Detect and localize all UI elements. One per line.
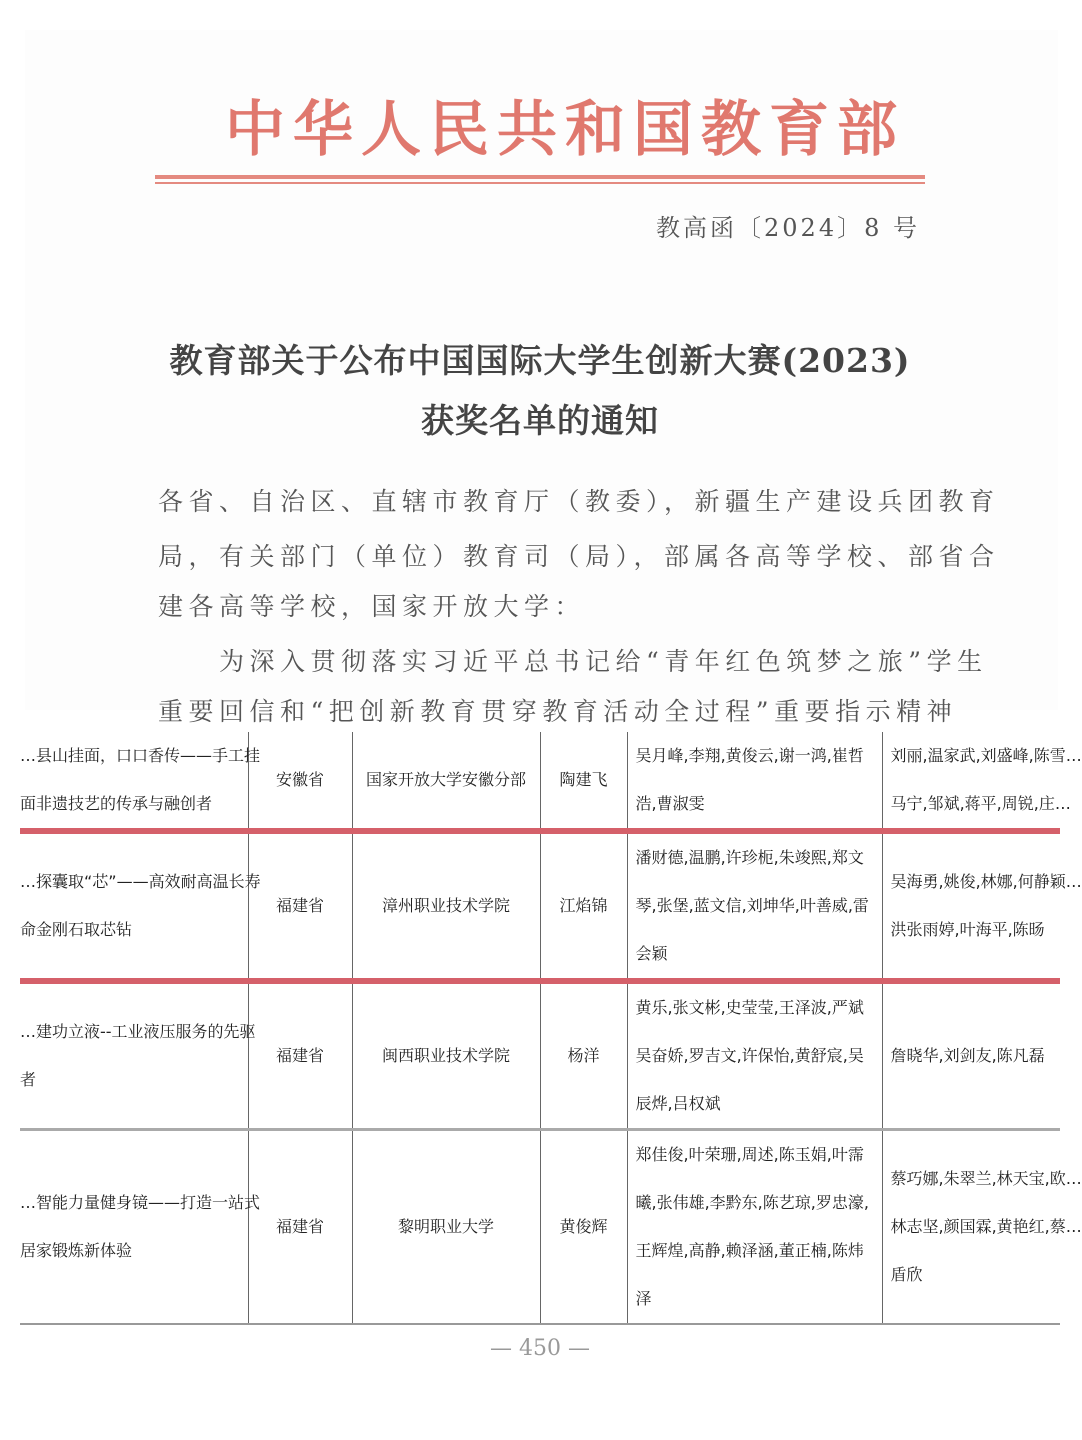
- advisors-cell: [882, 831, 1082, 981]
- table-row: [20, 831, 1060, 981]
- members-cell: [627, 981, 882, 1130]
- members-cell: [627, 831, 882, 981]
- school-cell: 国家开放大学安徽分部: [352, 732, 540, 831]
- members-cell: [627, 1130, 882, 1325]
- members-cell-line: 辰烨,吕权斌: [635, 1094, 721, 1113]
- header-rule: [155, 175, 925, 179]
- advisors-cell-line: 吴海勇,姚俊,林娜,何静颖…: [890, 872, 1082, 891]
- members-cell-line: 浩,曹淑雯: [635, 794, 705, 813]
- members-cell-line: 会颖: [635, 944, 668, 963]
- leader-cell: 黄俊辉: [540, 1130, 627, 1325]
- project-cell-line: 命金刚石取芯钻: [20, 920, 133, 939]
- project-cell: [20, 1130, 261, 1325]
- body-line: 各省、自治区、直辖市教育厅（教委），新疆生产建设兵团教育: [158, 487, 1000, 516]
- project-cell: [20, 732, 261, 831]
- members-cell-line: 泽: [635, 1289, 652, 1308]
- members-cell-line: 琴,张堡,蓝文信,刘坤华,叶善威,雷: [635, 896, 869, 915]
- advisors-cell-line: 马宁,邹斌,蒋平,周锐,庄…: [890, 794, 1071, 813]
- header-rule-thin: [155, 182, 925, 184]
- advisors-cell-line: 詹晓华,刘剑友,陈凡磊: [890, 1046, 1045, 1065]
- project-cell: [20, 831, 261, 981]
- school-cell: 黎明职业大学: [352, 1130, 540, 1325]
- province-cell: 福建省: [248, 1130, 352, 1325]
- project-cell-line: 者: [20, 1070, 37, 1089]
- notice-title-line1: 教育部关于公布中国国际大学生创新大赛(2023): [169, 341, 911, 380]
- advisors-cell-line: 洪张雨婷,叶海平,陈旸: [890, 920, 1045, 939]
- project-cell-line: …建功立液--工业液压服务的先驱: [20, 1022, 256, 1041]
- body-line: 重要回信和“把创新教育贯穿教育活动全过程”重要指示精神: [158, 697, 958, 726]
- body-line: 为深入贯彻落实习近平总书记给“青年红色筑梦之旅”学生: [158, 647, 988, 676]
- advisors-cell-line: 林志坚,颜国霖,黄艳红,蔡…: [890, 1217, 1082, 1236]
- province-cell: 福建省: [248, 981, 352, 1130]
- members-cell: [627, 732, 882, 831]
- advisors-cell-line: 盾欣: [890, 1265, 923, 1284]
- leader-cell: 陶建飞: [540, 732, 627, 831]
- ministry-header: 中华人民共和国教育部: [225, 95, 905, 165]
- members-cell-line: 郑佳俊,叶荣珊,周述,陈玉娟,叶霈: [635, 1145, 864, 1164]
- page-number: — 450 —: [490, 1336, 590, 1361]
- table-row: [20, 1130, 1060, 1325]
- members-cell-line: 吴奋娇,罗吉文,许保怡,黄舒宸,吴: [635, 1046, 864, 1065]
- school-cell: 漳州职业技术学院: [352, 831, 540, 981]
- body-line: 建各高等学校，国家开放大学：: [158, 592, 586, 621]
- advisors-cell-line: 刘丽,温家武,刘盛峰,陈雪…: [890, 746, 1082, 765]
- members-cell-line: 曦,张伟雄,李黔东,陈艺琼,罗忠濠,: [635, 1193, 869, 1212]
- project-cell: [20, 981, 256, 1130]
- school-cell: 闽西职业技术学院: [352, 981, 540, 1130]
- award-table: [20, 732, 1082, 1325]
- leader-cell: 杨洋: [540, 981, 627, 1130]
- document-number: 教高函〔2024〕8 号: [656, 214, 920, 242]
- notice-page-scan: [25, 30, 1058, 726]
- project-cell-line: …县山挂面，口口香传——手工挂: [20, 746, 261, 765]
- members-cell-line: 吴月峰,李翔,黄俊云,谢一鸿,崔哲: [635, 746, 864, 765]
- province-cell: 安徽省: [248, 732, 352, 831]
- project-cell-line: 居家锻炼新体验: [20, 1241, 133, 1260]
- table-row: [20, 981, 1060, 1130]
- advisors-cell: [882, 732, 1082, 831]
- members-cell-line: 王辉煌,高静,赖泽涵,董正楠,陈炜: [635, 1241, 864, 1260]
- advisors-cell-line: 蔡巧娜,朱翠兰,林天宝,欧…: [890, 1169, 1082, 1188]
- table-row: [20, 732, 1060, 831]
- province-cell: 福建省: [248, 831, 352, 981]
- notice-title-line2: 获奖名单的通知: [421, 401, 659, 440]
- project-cell-line: …智能力量健身镜——打造一站式: [20, 1193, 261, 1212]
- body-line: 局，有关部门（单位）教育司（局），部属各高等学校、部省合: [158, 542, 1000, 571]
- advisors-cell: [882, 1130, 1082, 1325]
- project-cell-line: 面非遗技艺的传承与融创者: [20, 794, 213, 813]
- project-cell-line: …探囊取“芯”——高效耐高温长寿: [20, 872, 261, 891]
- advisors-cell: [882, 981, 1060, 1130]
- members-cell-line: 黄乐,张文彬,史莹莹,王泽波,严斌: [635, 998, 864, 1017]
- members-cell-line: 潘财德,温鹏,许珍枙,朱竣熙,郑文: [635, 848, 864, 867]
- leader-cell: 江焰锦: [540, 831, 627, 981]
